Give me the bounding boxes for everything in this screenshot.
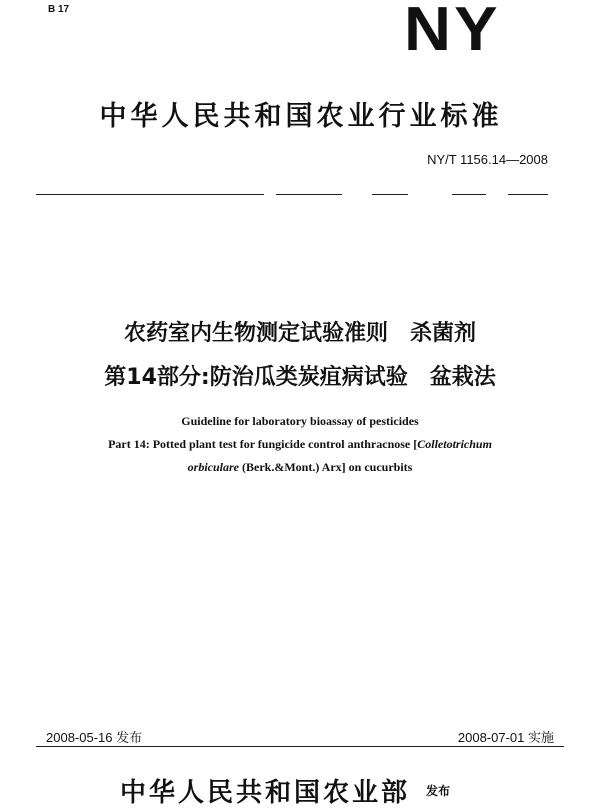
- title-en-line3: orbiculare (Berk.&Mont.) Arx] on cucurbits: [187, 460, 413, 474]
- title-en-line2: Part 14: Potted plant test for fungicide control anthracnose [Colletotrichum: [108, 437, 492, 451]
- title-zh-line1: 农药室内生物测定试验准则 杀菌剂: [123, 321, 476, 346]
- footer-rule: [36, 746, 564, 747]
- implement-date: 2008-07-01 实施: [457, 730, 554, 745]
- header-rule: [36, 194, 264, 195]
- issuer-suffix: 发布: [426, 784, 451, 798]
- title-en-line1: Guideline for laboratory bioassay of pesticides: [181, 414, 419, 428]
- issuer: 中华人民共和国农业部: [120, 778, 411, 808]
- classification-code: B 17: [48, 4, 70, 15]
- header-rule: [452, 194, 486, 195]
- issuing-body-title: 中华人民共和国农业行业标准: [99, 101, 503, 132]
- standard-number: NY/T 1156.14—2008: [427, 152, 548, 167]
- title-zh-line2: 第14部分:防治瓜类炭疽病试验 盆栽法: [104, 365, 496, 390]
- header-rule: [372, 194, 408, 195]
- header-rule: [508, 194, 548, 195]
- header-rule: [276, 194, 342, 195]
- ny-logo: NY: [404, 0, 501, 64]
- issue-date: 2008-05-16 发布: [46, 730, 143, 745]
